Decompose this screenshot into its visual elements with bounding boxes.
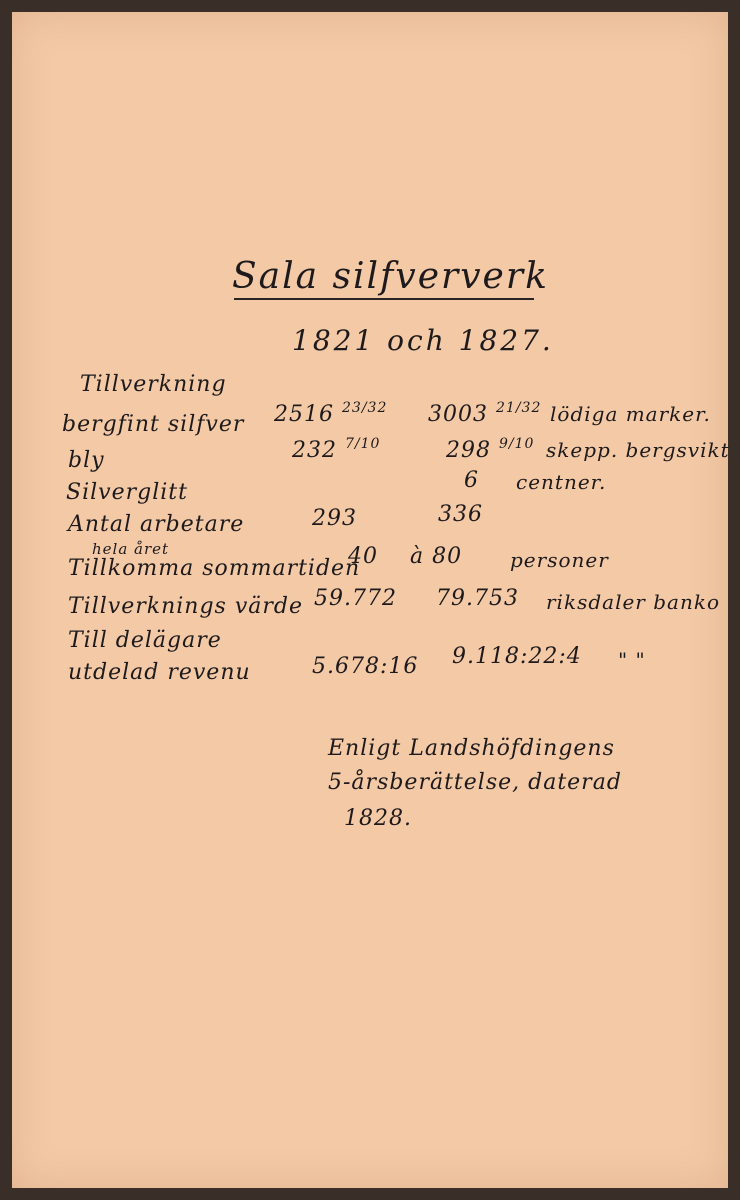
document-sheet [12,12,728,1188]
row-label: Tillkomma sommartiden [68,556,361,581]
row-unit: skepp. bergsvikt [546,438,730,462]
row-value-1827: 9.118:22:4 [452,644,582,669]
value-fraction: 9/10 [499,436,535,452]
source-line-3: 1828. [344,806,412,831]
document-title: Sala silfververk [232,256,549,297]
value-whole: 3003 [428,402,488,427]
row-value-1827: 79.753 [436,586,519,611]
section-heading: Tillverkning [80,372,227,397]
row-unit: lödiga marker. [550,402,711,426]
value-whole: 232 [292,438,337,463]
row-label: bly [68,448,105,473]
source-line-2: 5-årsberättelse, daterad [328,770,622,795]
row-label: Till delägare [68,628,222,653]
value-fraction: 21/32 [496,400,542,416]
row-unit: centner. [516,470,607,494]
value-fraction: 7/10 [345,436,381,452]
row-value-1827: 6 [464,468,479,493]
row-value-1827 [428,400,541,427]
row-sublabel: hela året [92,540,170,558]
row-value-1821: 40 [348,544,378,569]
title-underline [234,298,534,300]
row-value-1827: à 80 [410,544,463,569]
row-value-1821 [274,400,387,427]
row-value-1821: 5.678:16 [312,654,419,679]
row-value-1821: 293 [312,506,357,531]
document-years: 1821 och 1827. [292,324,554,357]
row-unit: riksdaler banko [546,590,720,614]
row-unit: " " [618,648,646,672]
row-value-1821 [292,436,380,463]
row-value-1827 [446,436,534,463]
row-value-1821: 59.772 [314,586,397,611]
row-unit: personer [510,548,609,572]
row-value-1827: 336 [438,502,483,527]
row-sublabel: utdelad revenu [68,660,251,685]
source-line-1: Enligt Landshöfdingens [328,736,615,761]
row-label: Silverglitt [66,480,188,505]
row-label: bergfint silfver [62,412,245,437]
row-label: Antal arbetare [68,512,245,537]
value-whole: 298 [446,438,491,463]
value-fraction: 23/32 [342,400,388,416]
row-label: Tillverknings värde [68,594,303,619]
value-whole: 2516 [274,402,334,427]
